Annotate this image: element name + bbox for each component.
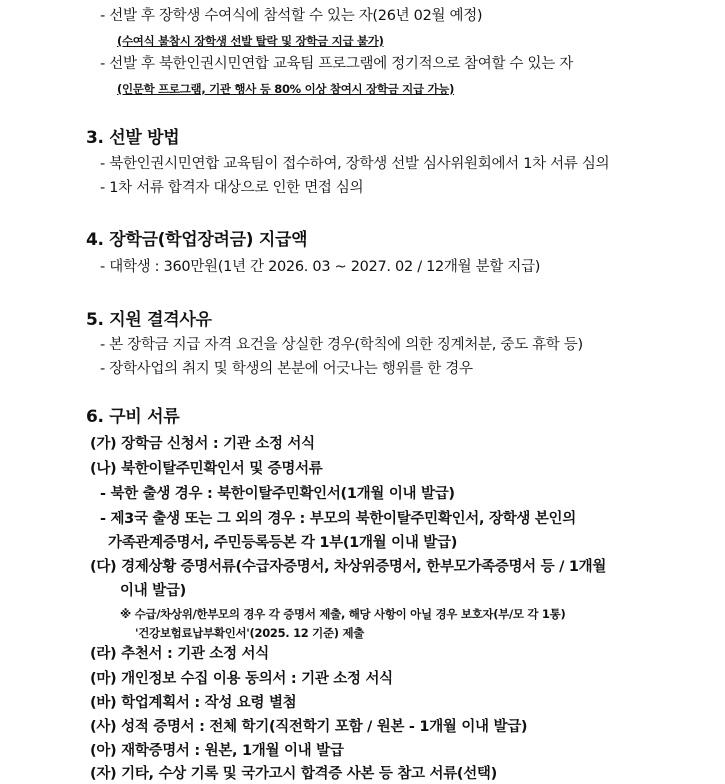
eligibility-item: - 선발 후 장학생 수여식에 참석할 수 있는 자(26년 02월 예정) [100,8,483,24]
document-item: (바) 학업계획서 : 작성 요령 별첨 [90,695,297,711]
document-item: (자) 기타, 수상 기록 및 국가고시 합격증 사본 등 참고 서류(선택) [90,766,497,782]
eligibility-note: (인문학 프로그램, 기관 행사 등 80% 이상 참여시 장학금 지급 가능) [117,82,455,96]
document-item: (다) 경제상황 증명서류(수급자증명서, 차상위증명서, 한부모가족증명서 등 / 1개월 [90,559,607,575]
section-heading: 5. 지원 결격사유 [86,310,212,330]
document-item: 이내 발급) [120,583,186,599]
eligibility-item: - 선발 후 북한인권시민연합 교육팀 프로그램에 정기적으로 참여할 수 있는 자 [100,56,573,72]
list-item: - 북한인권시민연합 교육팀이 접수하여, 장학생 선발 심사위원회에서 1차 서류 심의 [100,156,610,172]
document-subitem: - 북한 출생 경우 : 북한이탈주민확인서(1개월 이내 발급) [100,486,455,502]
list-item: - 장학사업의 취지 및 학생의 본분에 어긋나는 행위를 한 경우 [100,361,473,377]
document-note: '건강보험료납부확인서'(2025. 12 기준) 제출 [135,626,365,640]
document-item: (마) 개인정보 수집 이용 동의서 : 기관 소정 서식 [90,671,393,687]
document-item: (아) 재학증명서 : 원본, 1개월 이내 발급 [90,743,344,759]
document-item: (나) 북한이탈주민확인서 및 증명서류 [90,461,323,477]
section-heading: 4. 장학금(학업장려금) 지급액 [86,230,308,250]
document-item: (가) 장학금 신청서 : 기관 소정 서식 [90,436,315,452]
document-item: (사) 성적 증명서 : 전체 학기(직전학기 포함 / 원본 - 1개월 이내 발급) [90,719,528,735]
document-subitem: - 제3국 출생 또는 그 외의 경우 : 부모의 북한이탈주민확인서, 장학생 본인의 [100,511,576,527]
list-item: - 1차 서류 합격자 대상으로 인한 면접 심의 [100,180,364,196]
eligibility-note: (수여식 불참시 장학생 선발 탈락 및 장학금 지급 불가) [117,34,384,48]
list-item: - 대학생 : 360만원(1년 간 2026. 03 ~ 2027. 02 / 12개월 분할 지급) [100,259,541,275]
section-heading: 6. 구비 서류 [86,407,180,427]
document-note: ※ 수급/차상위/한부모의 경우 각 증명서 제출, 해당 사항이 아닐 경우 보호자(부/모 각 1통) [120,607,566,621]
document-subitem: 가족관계증명서, 주민등록등본 각 1부(1개월 이내 발급) [108,535,458,551]
document-item: (라) 추천서 : 기관 소정 서식 [90,646,269,662]
list-item: - 본 장학금 지급 자격 요건을 상실한 경우(학칙에 의한 징계처분, 중도 휴학 등) [100,337,583,353]
section-heading: 3. 선발 방법 [86,128,180,148]
